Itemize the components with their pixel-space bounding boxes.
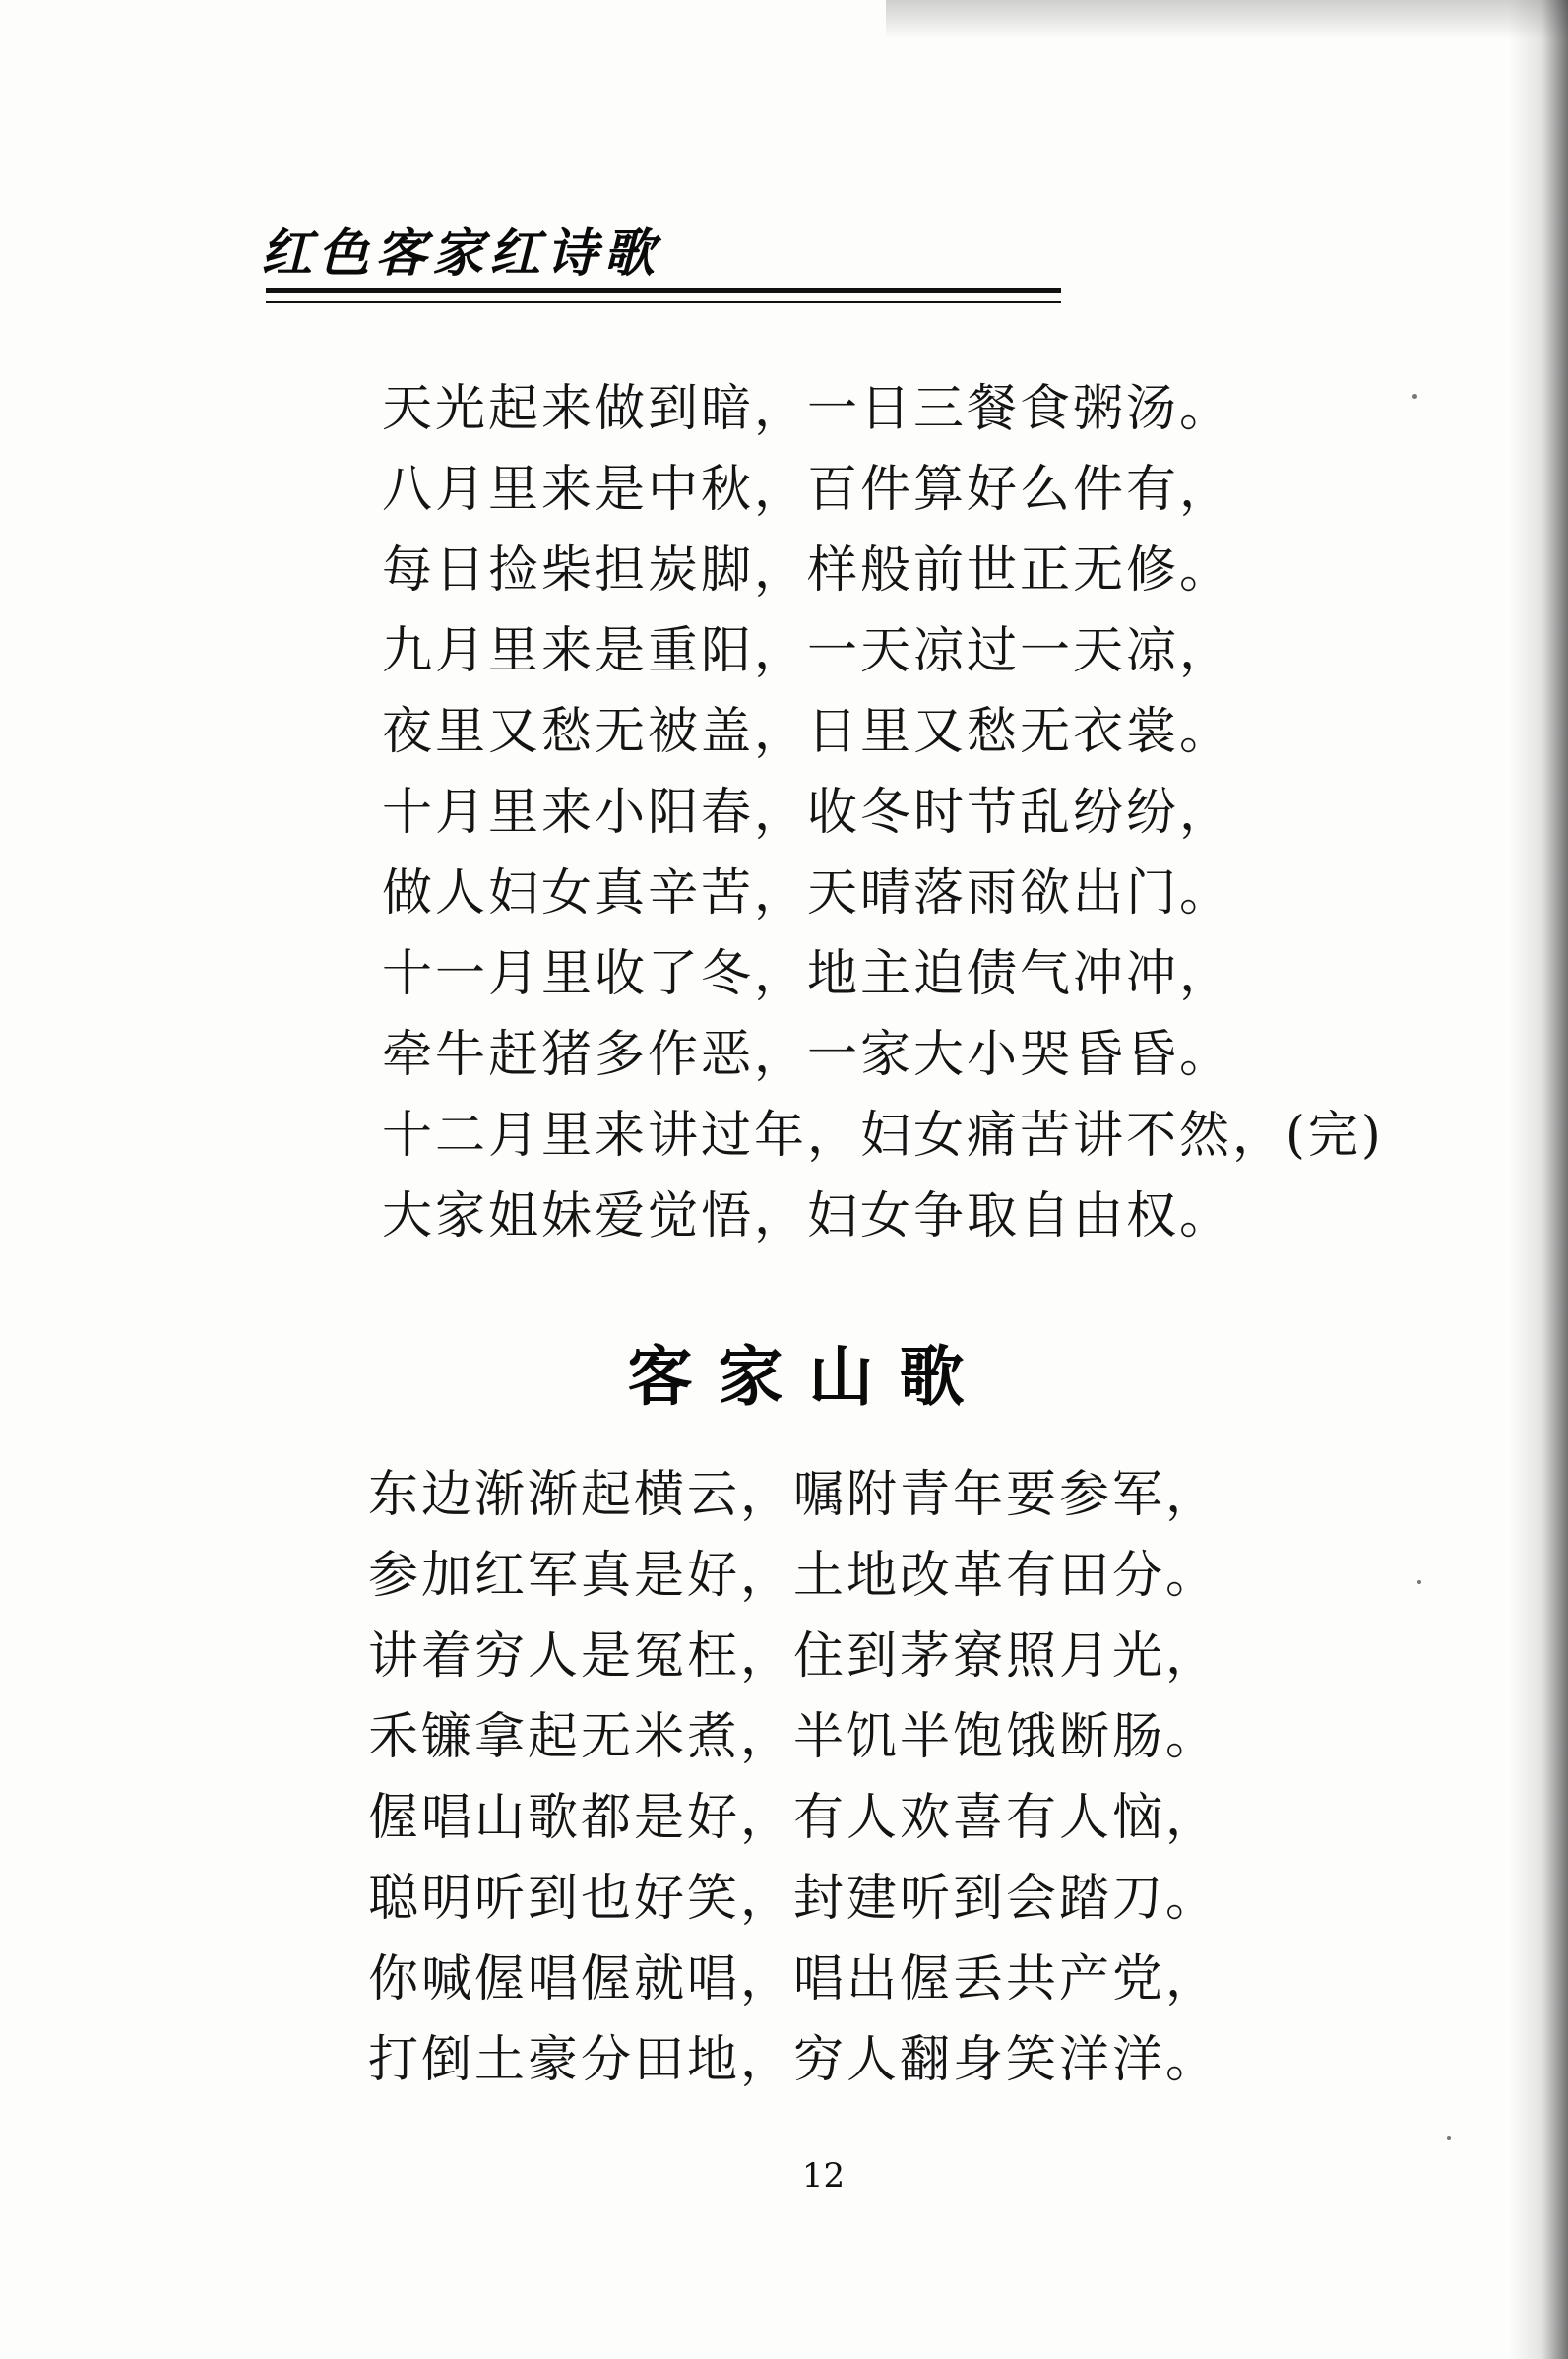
poem-line: 讲着穷人是冤枉，住到茅寮照月光， xyxy=(368,1627,1220,1686)
poem-continued xyxy=(382,369,1384,1257)
scan-speck xyxy=(1417,1580,1421,1584)
poem-line: 偓唱山歌都是好，有人欢喜有人恼， xyxy=(368,1789,1220,1847)
poem-line: 八月里来是中秋，百件算好么件有， xyxy=(382,461,1233,519)
poem-line: 牵牛赶猪多作恶，一家大小哭昏昏。 xyxy=(382,1026,1233,1084)
poem-line: 天光起来做到暗，一日三餐食粥汤。 xyxy=(382,380,1233,438)
header-rule-thin xyxy=(266,301,1061,303)
section-title: 客家山歌 xyxy=(627,1338,990,1415)
poem-line: 十月里来小阳春，收冬时节乱纷纷， xyxy=(382,784,1233,842)
poem-line: 聪明听到也好笑，封建听到会踏刀。 xyxy=(368,1870,1220,1928)
page-number: 12 xyxy=(801,2156,846,2196)
scan-speck xyxy=(1447,2136,1451,2140)
poem-line: 禾镰拿起无米煮，半饥半饱饿断肠。 xyxy=(368,1708,1220,1766)
poem-line: 打倒土豪分田地，穷人翻身笑洋洋。 xyxy=(368,2031,1220,2089)
poem-line: 夜里又愁无被盖，日里又愁无衣裳。 xyxy=(382,703,1233,761)
poem-line: 每日捡柴担炭脚，样般前世正无修。 xyxy=(382,542,1233,600)
poem-line: 做人妇女真辛苦，天晴落雨欲出门。 xyxy=(382,864,1233,923)
poem-kejia-shange xyxy=(368,1455,1219,2101)
header-rule-thick xyxy=(266,288,1061,293)
poem-line: 参加红军真是好，土地改革有田分。 xyxy=(368,1547,1220,1605)
poem-line: 十二月里来讲过年，妇女痛苦讲不然，(完) xyxy=(382,1107,1384,1165)
scan-shadow-top xyxy=(886,0,1568,39)
scan-shadow-edge xyxy=(1509,0,1568,2359)
poem-line: 大家姐妹爱觉悟，妇女争取自由权。 xyxy=(382,1187,1233,1245)
poem-line: 你喊偓唱偓就唱，唱出偓丢共产党， xyxy=(368,1950,1220,2008)
running-header-title: 红色客家红诗歌 xyxy=(261,223,661,284)
poem-line: 东边渐渐起横云，嘱附青年要参军， xyxy=(368,1466,1220,1524)
poem-line: 九月里来是重阳，一天凉过一天凉， xyxy=(382,622,1233,680)
poem-line: 十一月里收了冬，地主迫债气冲冲， xyxy=(382,945,1233,1003)
scan-speck xyxy=(1412,394,1417,399)
